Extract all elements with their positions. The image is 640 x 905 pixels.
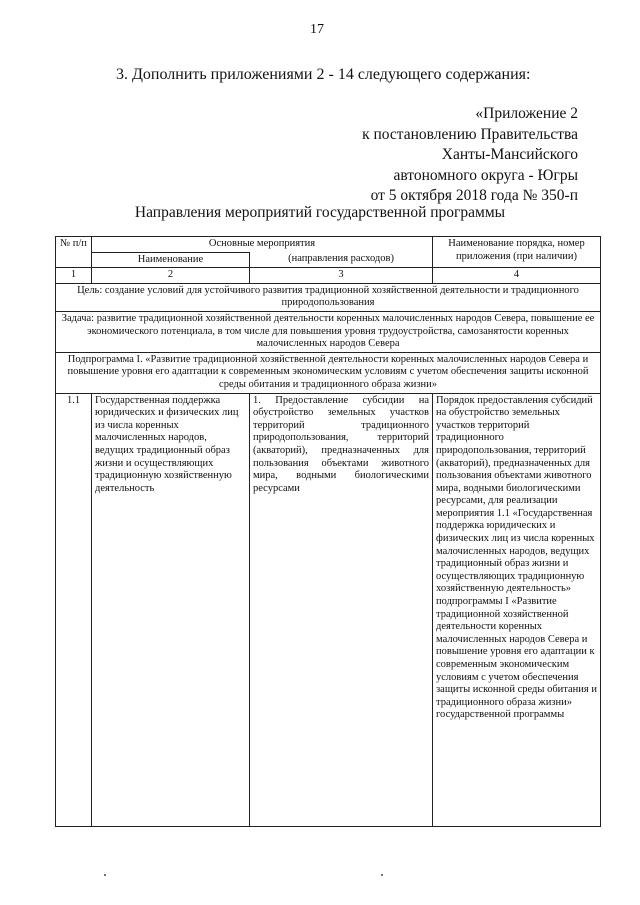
appendix-heading <box>258 104 578 207</box>
scan-mark <box>381 874 383 876</box>
header-num: № п/п <box>56 237 92 268</box>
intro-paragraph: 3. Дополнить приложениями 2 - 14 следующего содержания: <box>116 66 531 83</box>
goal-row <box>56 283 601 311</box>
header-main-activities: Основные мероприятия <box>92 237 433 253</box>
row-order: Порядок предоставления субсидий на обустройство земельных участков территорий традиционного природопользования, территорий (акваторий), предназначенных для пользования объектами животного мира, водными биологическими ресурсами, для реализации мероприятия 1.1 «Государственная поддержка юридических и физических лиц из числа коренных малочисленных народов, ведущих традиционный образ жизни и осуществляющих традиционную хозяйственную деятельность» подпрограммы I «Развитие традиционной хозяйственной деятельности коренных малочисленных народов Севера и повышение уровня его адаптации к современным экономическим условиям с учетом обеспечения защиты исконной среды обитания и традиционного образа жизни» государственной программы <box>433 393 601 826</box>
appendix-line: «Приложение 2 <box>475 105 578 122</box>
appendix-line: к постановлению Правительства <box>362 125 578 143</box>
column-number: 1 <box>56 268 92 284</box>
row-activity-name: Государственная поддержка юридических и физических лиц из числа коренных малочисленных народов, ведущих традиционный образ жизни и осуществляющих традиционную хозяйственную деятельность <box>92 393 250 826</box>
program-table <box>55 236 601 827</box>
column-number: 3 <box>250 268 433 284</box>
scan-mark <box>104 874 106 876</box>
appendix-line: Ханты-Мансийского <box>441 146 578 163</box>
table-header-row <box>56 237 601 253</box>
goal-text: Цель: создание условий для устойчивого развития традиционной хозяйственной деятельности и традиционного природопользования <box>56 283 601 311</box>
header-order-name: Наименование порядка, номер приложения (при наличии) <box>433 237 601 268</box>
appendix-line: автономного округа - Югры <box>393 166 578 184</box>
subprogram-row <box>56 352 601 393</box>
row-direction: 1. Предоставление субсидии на обустройство земельных участков территорий традиционного природопользования, территорий (акваторий), предназначенных для пользования объектами животного мира, водными биологическими ресурсами <box>250 393 433 826</box>
table-row <box>56 393 601 826</box>
page-number: 17 <box>310 22 324 37</box>
table-numbering-row <box>56 268 601 284</box>
subprogram-text: Подпрограмма I. «Развитие традиционной хозяйственной деятельности коренных малочисленных народов Севера и повышение уровня его адаптации к современным экономическим условиям с учетом обеспечения защиты исконной среды обитания и традиционного образа жизни» <box>56 352 601 393</box>
document-title: Направления мероприятий государственной программы <box>134 204 506 221</box>
appendix-line: от 5 октября 2018 года № 350-п <box>370 187 578 204</box>
column-number: 4 <box>433 268 601 284</box>
header-name: Наименование <box>92 252 250 268</box>
row-num: 1.1 <box>56 393 92 826</box>
task-row <box>56 311 601 352</box>
column-number: 2 <box>92 268 250 284</box>
header-directions: (направления расходов) <box>250 252 433 268</box>
task-text: Задача: развитие традиционной хозяйственной деятельности коренных малочисленных народов Севера, повышение ее экономического потенциала, в том числе для повышения уровня трудоустройства, самозанятости коренных малочисленных народов Севера <box>56 311 601 352</box>
